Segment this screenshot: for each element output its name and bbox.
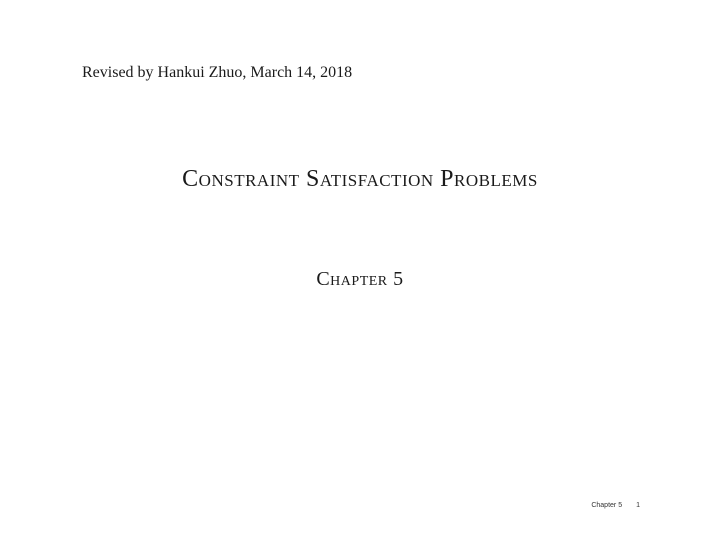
page-number: 1 [636,502,640,509]
chapter-heading: Chapter 5 [316,268,404,290]
slide-footer [591,502,640,509]
revision-note: Revised by Hankui Zhuo, March 14, 2018 [82,64,353,81]
slide-title: Constraint Satisfaction Problems [182,166,538,192]
footer-chapter-label: Chapter 5 [591,502,623,509]
